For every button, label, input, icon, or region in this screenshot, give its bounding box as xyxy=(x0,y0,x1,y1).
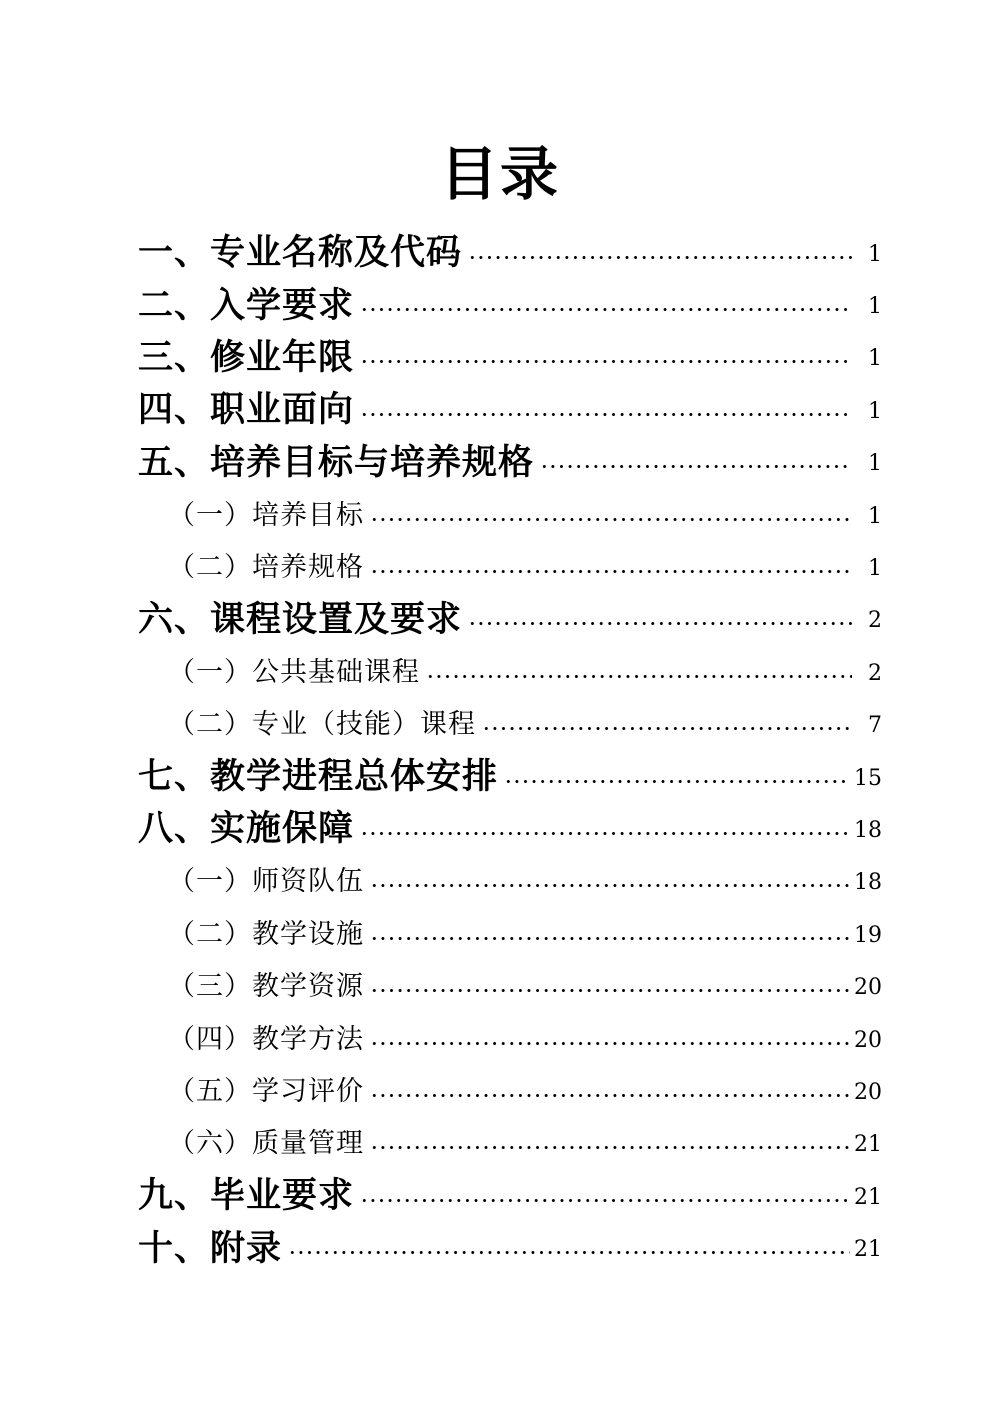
dot-leader xyxy=(482,726,852,731)
toc-entry-label: 七、教学进程总体安排 xyxy=(138,757,499,798)
toc-subentry xyxy=(138,486,882,538)
dot-leader xyxy=(370,988,850,993)
toc-list xyxy=(138,224,882,1272)
toc-subentry-page: 20 xyxy=(854,1027,882,1053)
dot-leader xyxy=(504,779,850,784)
toc-subentry-page: 1 xyxy=(868,503,882,529)
dot-leader xyxy=(426,674,852,679)
toc-subentry-page: 7 xyxy=(868,713,882,739)
toc-subentry-label: （五）学习评价 xyxy=(168,1075,364,1107)
toc-title: 目录 xyxy=(439,140,560,208)
dot-leader xyxy=(360,1198,850,1203)
dot-leader xyxy=(370,1093,850,1098)
toc-entry xyxy=(138,1219,882,1271)
toc-entry-page: 18 xyxy=(854,817,882,843)
toc-subentry-label: （一）公共基础课程 xyxy=(168,656,420,688)
toc-entry-page: 15 xyxy=(854,765,882,791)
toc-subentry xyxy=(138,957,882,1009)
toc-entry-label: 六、课程设置及要求 xyxy=(138,599,463,640)
toc-entry-page: 1 xyxy=(868,398,882,424)
dot-leader xyxy=(360,831,850,836)
toc-entry xyxy=(138,591,882,643)
toc-subentry-label: （三）教学资源 xyxy=(168,971,364,1003)
dot-leader xyxy=(468,255,852,260)
toc-entry-label: 八、实施保障 xyxy=(138,809,355,850)
toc-subentry xyxy=(138,643,882,695)
toc-entry xyxy=(138,329,882,381)
toc-subentry xyxy=(138,538,882,590)
dot-leader xyxy=(370,936,850,941)
dot-leader xyxy=(370,883,850,888)
toc-subentry-page: 1 xyxy=(868,556,882,582)
toc-subentry-page: 19 xyxy=(854,922,882,948)
toc-subentry-page: 21 xyxy=(854,1132,882,1158)
toc-subentry-page: 18 xyxy=(854,870,882,896)
toc-entry-page: 21 xyxy=(854,1237,882,1263)
toc-subentry xyxy=(138,853,882,905)
toc-entry-label: 四、职业面向 xyxy=(138,390,355,431)
toc-entry-label: 二、入学要求 xyxy=(138,285,355,326)
toc-subentry-label: （二）培养规格 xyxy=(168,552,364,584)
toc-subentry xyxy=(138,1010,882,1062)
toc-entry-page: 1 xyxy=(868,346,882,372)
toc-entry xyxy=(138,224,882,276)
toc-subentry xyxy=(138,1115,882,1167)
toc-entry xyxy=(138,1167,882,1219)
toc-entry-label: 三、修业年限 xyxy=(138,337,355,378)
toc-entry-page: 1 xyxy=(868,241,882,267)
toc-subentry-page: 20 xyxy=(854,975,882,1001)
toc-subentry-label: （二）教学设施 xyxy=(168,918,364,950)
toc-entry xyxy=(138,800,882,852)
toc-entry xyxy=(138,276,882,328)
dot-leader xyxy=(370,1145,850,1150)
dot-leader xyxy=(288,1250,850,1255)
toc-entry-label: 一、专业名称及代码 xyxy=(138,233,463,274)
toc-entry xyxy=(138,434,882,486)
dot-leader xyxy=(360,412,852,417)
dot-leader xyxy=(370,569,852,574)
toc-entry-label: 九、毕业要求 xyxy=(138,1176,355,1217)
toc-subentry xyxy=(138,1062,882,1114)
toc-subentry-label: （六）质量管理 xyxy=(168,1128,364,1160)
dot-leader xyxy=(468,621,852,626)
toc-subentry-label: （一）师资队伍 xyxy=(168,866,364,898)
toc-subentry-label: （四）教学方法 xyxy=(168,1023,364,1055)
toc-entry xyxy=(138,381,882,433)
toc-subentry xyxy=(138,696,882,748)
dot-leader xyxy=(540,464,852,469)
dot-leader xyxy=(360,307,852,312)
toc-entry-page: 21 xyxy=(854,1184,882,1210)
toc-subentry-label: （一）培养目标 xyxy=(168,499,364,531)
toc-entry-page: 1 xyxy=(868,294,882,320)
toc-subentry-page: 20 xyxy=(854,1079,882,1105)
toc-entry-page: 2 xyxy=(868,608,882,634)
toc-subentry xyxy=(138,905,882,957)
dot-leader xyxy=(370,517,852,522)
dot-leader xyxy=(370,1041,850,1046)
toc-entry-label: 五、培养目标与培养规格 xyxy=(138,442,535,483)
toc-entry-label: 十、附录 xyxy=(138,1228,283,1269)
toc-subentry-page: 2 xyxy=(868,660,882,686)
toc-entry-page: 1 xyxy=(868,451,882,477)
toc-entry xyxy=(138,748,882,800)
dot-leader xyxy=(360,359,852,364)
toc-subentry-label: （二）专业（技能）课程 xyxy=(168,709,476,741)
